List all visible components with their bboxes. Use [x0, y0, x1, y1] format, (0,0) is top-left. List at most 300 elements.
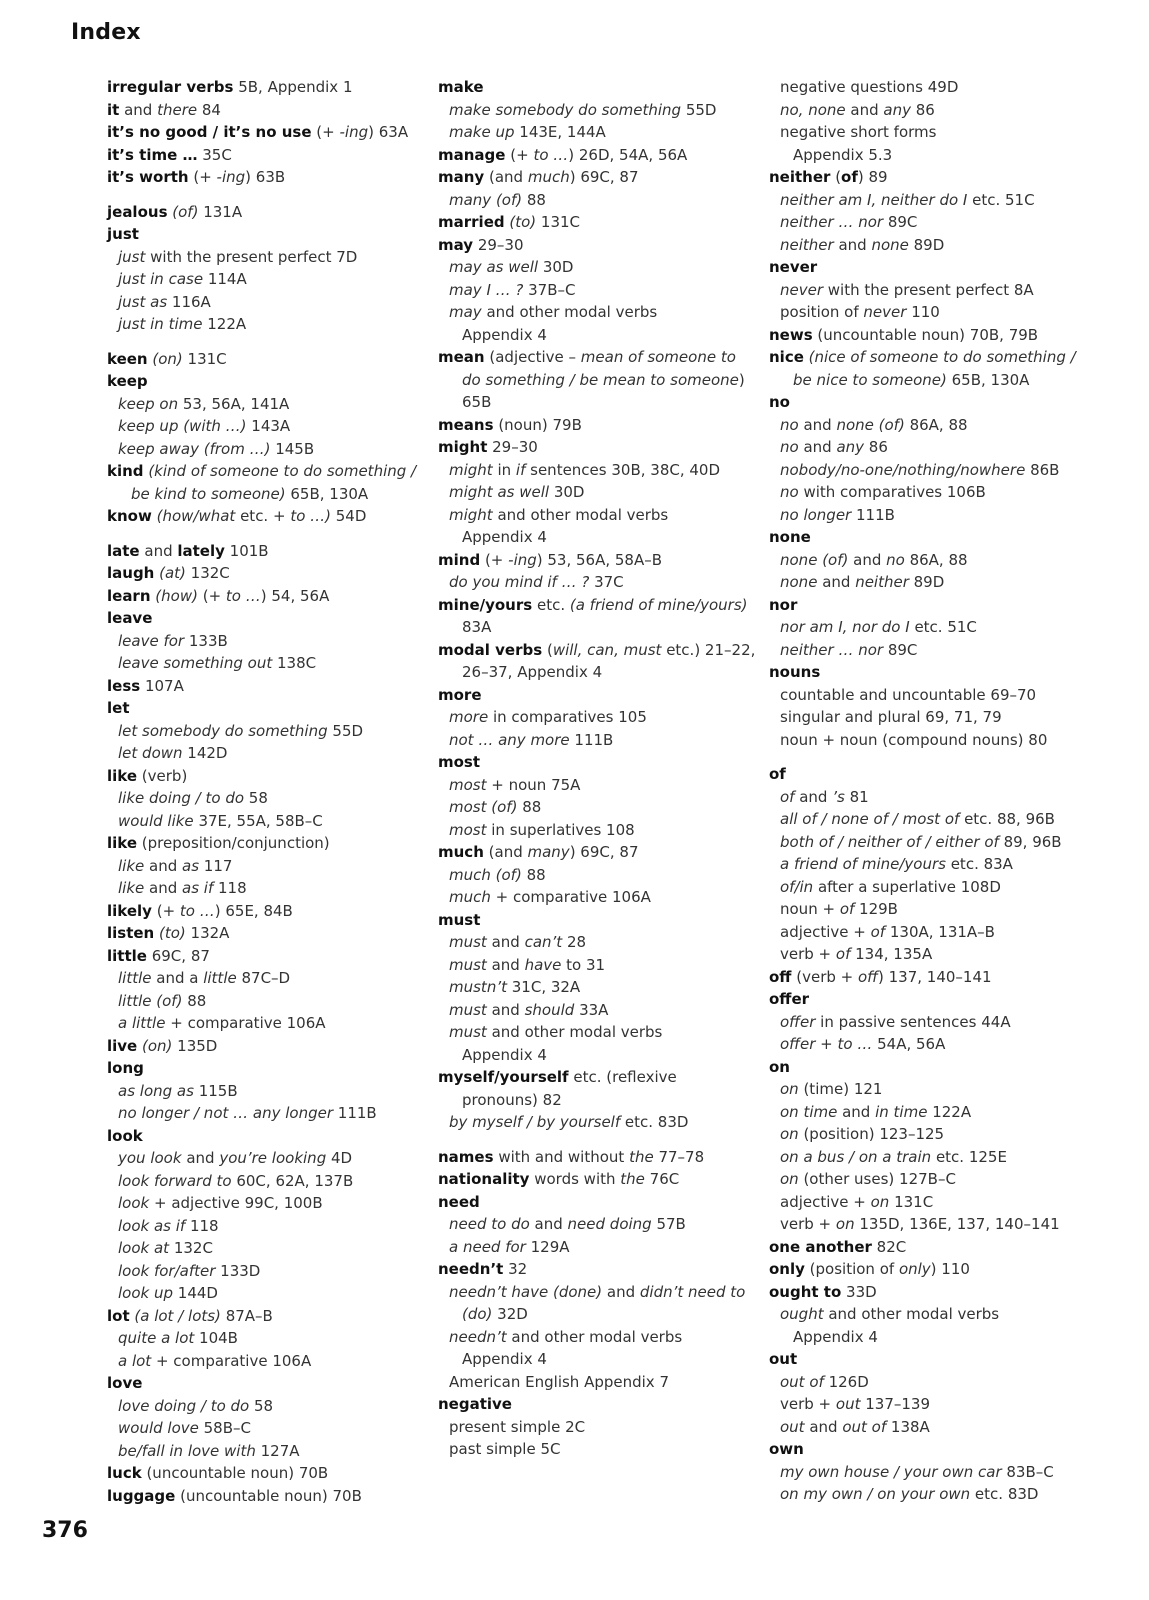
reference-text: and other modal verbs	[486, 1023, 663, 1041]
index-headword-entry	[107, 1485, 437, 1508]
reference-text: (uncountable noun) 70B, 79B	[812, 325, 1039, 344]
reference-text: 89C	[883, 640, 918, 659]
headword-text: myself/yourself	[438, 1068, 569, 1086]
headword-text: leave	[107, 609, 153, 627]
index-subentry	[769, 504, 1109, 527]
index-subentry	[769, 1213, 1109, 1236]
reference-text: 111B	[851, 505, 895, 524]
index-subentry	[769, 99, 1109, 122]
index-subentry	[438, 1021, 768, 1044]
reference-text: noun + noun (compound nouns) 80	[780, 730, 1048, 749]
reference-text: and	[837, 1102, 876, 1121]
reference-text: (noun) 79B	[493, 415, 582, 434]
example-text: no longer	[780, 505, 852, 524]
index-headword-entry	[107, 460, 437, 483]
reference-text: 144D	[173, 1284, 218, 1302]
index-subentry	[107, 1417, 437, 1440]
example-text: only	[898, 1260, 931, 1278]
index-subentry	[769, 76, 1109, 99]
index-subentry	[769, 1011, 1109, 1034]
index-headword-entry	[438, 909, 768, 932]
reference-text: negative questions 49D	[780, 78, 959, 96]
example-text: nobody/no-one/nothing/nowhere	[780, 460, 1026, 479]
reference-text: with and without	[493, 1147, 630, 1166]
reference-text: 88	[521, 865, 546, 884]
example-text: little	[203, 969, 237, 987]
index-subentry	[107, 1080, 437, 1103]
headword-text: off	[769, 967, 792, 986]
index-headword-entry	[438, 76, 768, 99]
index-headword-entry	[769, 988, 1109, 1011]
index-subentry	[769, 943, 1109, 966]
headword-text: love	[107, 1374, 143, 1392]
headword-text: listen	[107, 924, 155, 942]
reference-text: (+	[505, 145, 534, 164]
example-text: let somebody do something	[118, 721, 328, 740]
index-headword-entry	[107, 585, 437, 608]
reference-text: and	[602, 1282, 640, 1301]
example-text: make somebody do something	[449, 100, 682, 119]
index-subentry	[438, 1348, 768, 1371]
reference-text: ) 89	[857, 168, 888, 186]
example-text: no	[886, 550, 905, 569]
example-text: keep up (with …)	[118, 417, 247, 435]
example-text: (to)	[154, 924, 186, 942]
example-text: offer	[780, 1012, 816, 1031]
reference-text: ) 69C, 87	[569, 168, 639, 186]
example-text: must	[449, 1023, 487, 1041]
index-subentry	[769, 549, 1109, 572]
index-subentry	[107, 1395, 437, 1418]
index-subentry	[107, 1282, 437, 1305]
index-subentry	[107, 393, 437, 416]
example-text: be nice to someone)	[793, 370, 947, 389]
reference-text: 118	[213, 879, 247, 897]
example-text: leave for	[118, 631, 185, 650]
index-subentry	[438, 526, 768, 549]
example-text: no longer / not … any longer	[118, 1104, 334, 1122]
reference-text: 26–37, Appendix 4	[462, 663, 603, 681]
reference-text: (uncountable noun) 70B	[141, 1464, 329, 1482]
example-text: look at	[118, 1239, 170, 1257]
reference-text: 86	[910, 100, 935, 119]
reference-text: + comparative 106A	[151, 1351, 312, 1370]
index-headword-entry	[769, 1236, 1109, 1259]
reference-text: adjective +	[780, 922, 871, 941]
headword-text: less	[107, 676, 141, 695]
index-headword-entry	[769, 594, 1109, 617]
index-headword-entry	[438, 414, 768, 437]
index-subentry	[769, 1416, 1109, 1439]
example-text: the	[629, 1147, 654, 1166]
reference-text: (+	[197, 586, 226, 605]
index-subentry	[438, 324, 768, 347]
example-text: (how)	[150, 586, 198, 605]
index-headword-entry	[769, 346, 1109, 369]
index-subentry	[438, 459, 768, 482]
headword-text: never	[769, 258, 818, 276]
example-text: need to do	[449, 1215, 530, 1233]
index-subentry	[107, 877, 437, 900]
example-text: both of / neither of / either of	[780, 832, 999, 851]
example-text: didn’t need to	[639, 1282, 746, 1301]
index-subentry	[438, 931, 768, 954]
headword-text: neither	[769, 168, 831, 186]
example-text: keep away (from …)	[118, 439, 271, 458]
reference-text: countable and uncountable 69–70	[780, 685, 1037, 704]
reference-text: 89D	[908, 235, 945, 254]
index-subentry	[438, 1089, 768, 1112]
reference-text: +	[815, 1035, 838, 1053]
reference-text: 37C	[589, 573, 624, 591]
reference-text: (and	[483, 843, 528, 861]
index-headword-entry	[438, 436, 768, 459]
reference-text: 30D	[538, 258, 574, 276]
index-headword-entry	[769, 1348, 1109, 1371]
reference-text: ) 53, 56A, 58A–B	[536, 550, 663, 569]
example-text: a need for	[449, 1237, 526, 1256]
example-text: not … any more	[449, 730, 570, 749]
reference-text: 135D, 136E, 137, 140–141	[854, 1215, 1060, 1233]
index-subentry	[107, 268, 437, 291]
example-text: the	[620, 1170, 645, 1188]
example-text: a lot	[118, 1351, 152, 1370]
example-text: most (of)	[449, 798, 518, 816]
reference-text: 88	[182, 991, 207, 1010]
example-text: do something / be mean to someone	[462, 370, 739, 389]
example-text: be/fall in love with	[118, 1441, 256, 1460]
reference-text: (+	[311, 123, 340, 141]
reference-text: ) 110	[930, 1260, 970, 1278]
example-text: more	[449, 708, 489, 726]
reference-text: noun +	[780, 900, 840, 918]
index-headword-entry	[438, 234, 768, 257]
reference-text: with comparatives 106B	[798, 483, 986, 501]
headword-text: know	[107, 507, 152, 525]
page-title: Index	[71, 20, 141, 45]
headword-text: mind	[438, 550, 481, 569]
example-text: of	[780, 787, 795, 806]
index-headword-entry	[107, 945, 437, 968]
example-text: let down	[118, 744, 183, 762]
headword-text: none	[769, 528, 811, 546]
reference-text: (uncountable noun) 70B	[175, 1486, 362, 1505]
example-text: neither … nor	[780, 213, 884, 231]
headword-text: might	[438, 438, 488, 456]
reference-text: 127A	[255, 1441, 300, 1460]
example-text: none (of)	[836, 415, 905, 434]
reference-text: 111B	[333, 1104, 377, 1122]
reference-text: 117	[199, 856, 233, 875]
example-text: to …)	[290, 507, 331, 525]
example-text: in time	[875, 1102, 928, 1121]
page-number: 376	[42, 1518, 88, 1543]
headword-text: of	[769, 765, 786, 783]
index-subentry	[769, 1326, 1109, 1349]
reference-text: 122A	[927, 1102, 972, 1121]
reference-text: 134, 135A	[850, 945, 933, 963]
example-text: keep on	[118, 394, 179, 413]
example-text: will, can, must	[552, 640, 662, 659]
reference-text: verb +	[780, 945, 836, 963]
reference-text: and	[848, 550, 887, 569]
reference-text: and	[529, 1215, 568, 1233]
headword-text: most	[438, 753, 481, 771]
reference-text: 122A	[202, 315, 247, 333]
example-text: may	[449, 303, 482, 321]
index-subentry	[107, 415, 437, 438]
index-headword-entry	[438, 1191, 768, 1214]
index-subentry	[107, 810, 437, 833]
example-text: out of	[842, 1417, 887, 1436]
reference-text: etc. +	[240, 507, 291, 525]
example-text: of	[870, 922, 886, 941]
headword-text: needn’t	[438, 1260, 504, 1278]
reference-text: 133B	[184, 631, 228, 650]
reference-text: 118	[185, 1216, 219, 1235]
index-subentry	[438, 616, 768, 639]
index-headword-entry	[769, 1258, 1109, 1281]
example-text: (nice of someone to do something /	[803, 348, 1076, 366]
example-text: should	[524, 1000, 575, 1019]
reference-text: 28	[562, 933, 587, 951]
example-text: to …	[225, 586, 261, 605]
reference-text: etc. 83D	[970, 1485, 1039, 1503]
example-text: might	[449, 460, 493, 479]
example-text: (do)	[462, 1305, 493, 1323]
index-headword-entry	[769, 1438, 1109, 1461]
example-text: (a friend of mine/yours)	[569, 595, 748, 614]
index-subentry	[438, 1111, 768, 1134]
example-text: (to)	[504, 213, 537, 231]
headword-text: keep	[107, 372, 148, 390]
index-subentry	[769, 1191, 1109, 1214]
index-subentry	[107, 990, 437, 1013]
example-text: none (of)	[780, 550, 849, 569]
reference-text: 88	[517, 798, 542, 816]
headword-text: much	[438, 843, 484, 861]
reference-text: and	[486, 1000, 525, 1019]
reference-text: 87C–D	[236, 969, 291, 987]
index-headword-entry	[107, 1035, 437, 1058]
headword-text: out	[769, 1350, 798, 1368]
reference-text: 111B	[569, 730, 614, 749]
headword-text: lately	[177, 541, 225, 560]
reference-text: and other modal verbs	[492, 505, 669, 524]
headword-text: no	[769, 393, 790, 411]
reference-text: 5B, Appendix 1	[233, 78, 353, 96]
index-headword-entry	[769, 763, 1109, 786]
reference-text: Appendix 4	[793, 1327, 878, 1346]
index-headword-entry	[107, 562, 437, 585]
reference-text: etc. 83D	[620, 1113, 689, 1131]
headword-text: just	[107, 225, 139, 243]
index-subentry	[769, 571, 1109, 594]
index-headword-entry	[107, 505, 437, 528]
index-subentry	[107, 1260, 437, 1283]
headword-text: more	[438, 685, 482, 704]
reference-text: + noun 75A	[486, 775, 581, 794]
reference-text: )	[738, 370, 745, 389]
example-text: by myself / by yourself	[449, 1113, 621, 1131]
reference-text: and other modal verbs	[823, 1305, 1000, 1323]
reference-text: 58	[249, 1396, 274, 1415]
example-text: you’re looking	[219, 1149, 327, 1167]
headword-text: it	[107, 100, 120, 119]
example-text: on	[780, 1170, 799, 1188]
headword-text: luggage	[107, 1486, 176, 1505]
headword-text: many	[438, 168, 485, 186]
index-subentry	[438, 279, 768, 302]
reference-text: verb +	[780, 1395, 836, 1413]
index-subentry	[438, 571, 768, 594]
reference-text: ) 137, 140–141	[878, 967, 992, 986]
reference-text: 129A	[525, 1237, 570, 1256]
index-headword-entry	[769, 1281, 1109, 1304]
reference-text: 58B–C	[198, 1419, 251, 1437]
example-text: out of	[780, 1372, 824, 1391]
index-headword-entry	[438, 751, 768, 774]
reference-text: 116A	[167, 292, 211, 311]
reference-text: in	[492, 460, 516, 479]
index-headword-entry	[438, 841, 768, 864]
reference-text: + comparative 106A	[490, 888, 651, 906]
example-text: leave something out	[118, 654, 273, 672]
example-text: quite a lot	[118, 1329, 195, 1347]
reference-text: and	[144, 856, 183, 875]
index-subentry	[438, 729, 768, 752]
reference-text: 89, 96B	[998, 832, 1062, 851]
headword-text: of	[841, 168, 858, 186]
index-headword-entry	[438, 684, 768, 707]
reference-text: 132C	[185, 564, 230, 582]
reference-text: 32	[503, 1260, 528, 1278]
reference-text: 57B	[651, 1215, 686, 1233]
headword-text: it’s worth	[107, 168, 189, 186]
reference-text: in superlatives 108	[486, 820, 635, 839]
headword-text: kind	[107, 462, 144, 480]
reference-text: 83B–C	[1001, 1462, 1054, 1481]
example-text: of/in	[780, 877, 814, 896]
reference-text: 137–139	[860, 1395, 931, 1413]
example-text: would love	[118, 1419, 199, 1437]
index-subentry	[107, 483, 437, 506]
index-subentry	[438, 1438, 768, 1461]
index-subentry	[107, 313, 437, 336]
example-text: must	[449, 955, 487, 974]
reference-text: 87A–B	[220, 1306, 273, 1325]
reference-text: and	[486, 955, 525, 974]
example-text: as	[182, 856, 200, 875]
index-headword-entry	[107, 675, 437, 698]
reference-text: sentences 30B, 38C, 40D	[525, 460, 721, 479]
reference-text: 110	[906, 303, 940, 321]
index-headword-entry	[438, 1168, 768, 1191]
example-text: -ing	[339, 123, 369, 141]
reference-text: 33D	[841, 1282, 877, 1301]
reference-text: (verb)	[137, 766, 188, 785]
index-headword-entry	[438, 594, 768, 617]
example-text: just in time	[118, 315, 203, 333]
example-text: none	[780, 573, 818, 591]
index-subentry	[107, 1147, 437, 1170]
headword-text: long	[107, 1059, 144, 1077]
index-subentry	[107, 742, 437, 765]
index-subentry	[438, 1303, 768, 1326]
index-headword-entry	[438, 549, 768, 572]
headword-text: look	[107, 1126, 143, 1145]
reference-text: present simple 2C	[449, 1417, 586, 1436]
example-text: be kind to someone)	[131, 484, 286, 503]
reference-text: 81	[844, 787, 869, 806]
reference-text: negative short forms	[780, 123, 937, 141]
index-subentry	[438, 369, 768, 392]
index-subentry	[438, 1326, 768, 1349]
index-subentry	[438, 1281, 768, 1304]
headword-text: modal verbs	[438, 640, 543, 659]
example-text: any	[836, 438, 865, 456]
index-headword-entry	[107, 144, 437, 167]
headword-text: it’s no good / it’s no use	[107, 123, 312, 141]
index-headword-entry	[769, 166, 1109, 189]
index-subentry	[769, 436, 1109, 459]
headword-text: nouns	[769, 663, 821, 681]
reference-text: 33A	[574, 1000, 609, 1019]
reference-text: ) 26D, 54A, 56A	[568, 145, 688, 164]
index-subentry	[769, 459, 1109, 482]
example-text: no, none	[780, 100, 846, 119]
reference-text: 30D	[549, 483, 585, 501]
example-text: offer	[780, 1035, 816, 1053]
index-headword-entry	[107, 1372, 437, 1395]
headword-text: little	[107, 946, 147, 965]
example-text: mustn’t	[449, 978, 507, 996]
index-subentry	[769, 639, 1109, 662]
example-text: needn’t	[449, 1327, 507, 1346]
reference-text: 104B	[194, 1329, 238, 1347]
example-text: (how/what	[151, 507, 241, 525]
index-headword-entry	[107, 348, 437, 371]
example-text: must	[449, 1000, 487, 1019]
index-subentry	[438, 796, 768, 819]
reference-text: pronouns) 82	[462, 1090, 562, 1109]
headword-text: on	[769, 1057, 790, 1076]
reference-text: and	[798, 438, 837, 456]
index-subentry	[438, 706, 768, 729]
reference-text: (	[830, 168, 842, 186]
reference-text: Appendix 4	[462, 1350, 547, 1368]
index-headword-entry	[107, 166, 437, 189]
index-subentry	[769, 616, 1109, 639]
example-text: on	[780, 1080, 799, 1098]
example-text: on	[835, 1215, 855, 1233]
example-text: neither	[780, 235, 834, 254]
example-text: like doing / to do	[118, 789, 245, 807]
index-headword-entry	[769, 661, 1109, 684]
index-subentry	[769, 808, 1109, 831]
headword-text: keen	[107, 349, 148, 368]
index-subentry	[107, 1192, 437, 1215]
headword-text: irregular verbs	[107, 78, 234, 96]
index-subentry	[438, 189, 768, 212]
reference-text: etc.	[532, 595, 570, 614]
index-headword-entry	[438, 346, 768, 369]
reference-text: 138C	[272, 654, 317, 672]
index-subentry	[438, 661, 768, 684]
reference-text: 31C, 32A	[506, 978, 581, 996]
index-column-2	[438, 76, 768, 1461]
index-headword-entry	[438, 1393, 768, 1416]
